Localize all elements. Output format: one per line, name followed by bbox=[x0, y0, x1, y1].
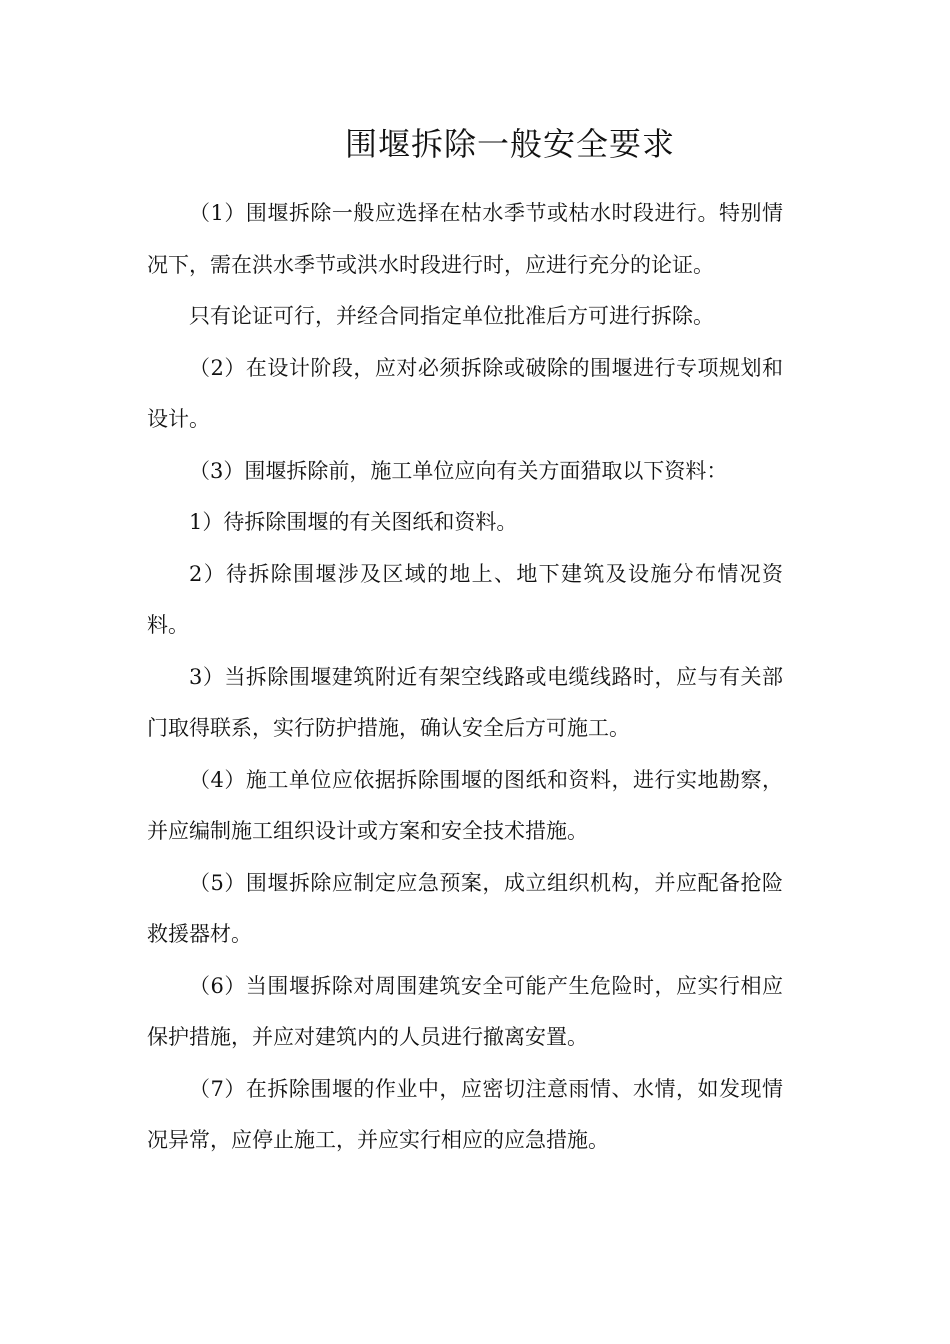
paragraph-9: （5）围堰拆除应制定应急预案，成立组织机构，并应配备抢险救援器材。 bbox=[147, 870, 783, 946]
paragraph-3: （2）在设计阶段，应对必须拆除或破除的围堰进行专项规划和设计。 bbox=[147, 355, 783, 431]
paragraph-8: （4）施工单位应依据拆除围堰的图纸和资料，进行实地勘察，并应编制施工组织设计或方案和安全技术措施。 bbox=[147, 767, 783, 843]
paragraph-7: 3）当拆除围堰建筑附近有架空线路或电缆线路时，应与有关部门取得联系，实行防护措施，确认安全后方可施工。 bbox=[147, 664, 783, 740]
paragraph-5: 1）待拆除围堰的有关图纸和资料。 bbox=[189, 510, 518, 534]
paragraph-1: （1）围堰拆除一般应选择在枯水季节或枯水时段进行。特别情况下，需在洪水季节或洪水时段进行时，应进行充分的论证。 bbox=[147, 201, 783, 277]
paragraph-4: （3）围堰拆除前，施工单位应向有关方面猎取以下资料： bbox=[189, 458, 728, 483]
document-body bbox=[147, 188, 783, 1167]
paragraph-6: 2）待拆除围堰涉及区域的地上、地下建筑及设施分布情况资料。 bbox=[147, 561, 783, 637]
document-title: 围堰拆除一般安全要求 bbox=[344, 125, 675, 163]
paragraph-2: 只有论证可行，并经合同指定单位批准后方可进行拆除。 bbox=[189, 304, 714, 328]
paragraph-11: （7）在拆除围堰的作业中，应密切注意雨情、水情，如发现情况异常，应停止施工，并应实行相应的应急措施。 bbox=[147, 1076, 783, 1152]
paragraph-10: （6）当围堰拆除对周围建筑安全可能产生危险时，应实行相应保护措施，并应对建筑内的人员进行撤离安置。 bbox=[147, 973, 783, 1049]
